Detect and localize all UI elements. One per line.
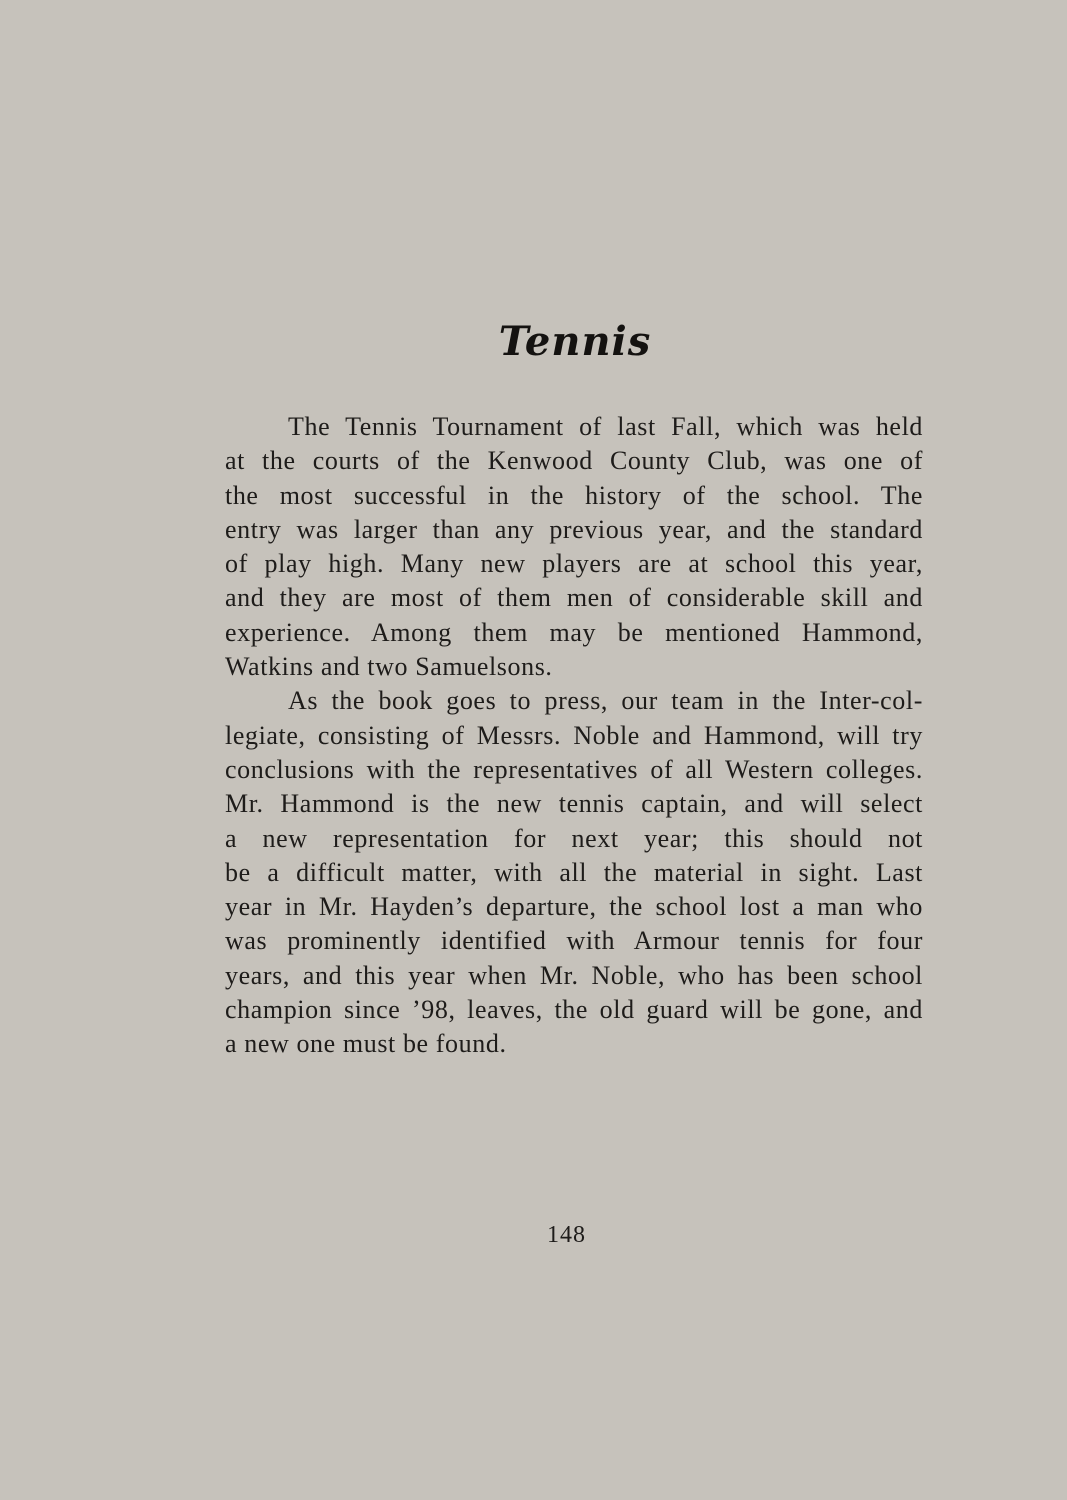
text-line: legiate, consisting of Messrs. Noble and Hammond, will try: [225, 720, 923, 750]
text-line: was prominently identified with Armour tennis for four: [225, 926, 923, 956]
page-number: 148: [547, 1222, 586, 1248]
article-body: [225, 410, 923, 1062]
text-line: the most successful in the history of the school. The: [225, 480, 923, 510]
text-line: and they are most of them men of considerable skill and: [225, 583, 923, 613]
text-line: be a difficult matter, with all the material in sight. Last: [225, 857, 923, 887]
text-line: champion since ’98, leaves, the old guard will be gone, and: [225, 995, 923, 1025]
text-line: at the courts of the Kenwood County Club, was one of: [225, 446, 923, 476]
text-line: Mr. Hammond is the new tennis captain, and will select: [225, 789, 923, 819]
text-line: As the book goes to press, our team in the Inter-col-: [288, 686, 923, 716]
text-line: Watkins and two Samuelsons.: [225, 652, 553, 682]
page-title: Tennis: [498, 318, 652, 365]
text-line: of play high. Many new players are at school this year,: [225, 549, 923, 579]
text-line: a new one must be found.: [225, 1029, 507, 1059]
text-line: a new representation for next year; this should not: [225, 823, 923, 853]
text-line: conclusions with the representatives of all Western colleges.: [225, 754, 923, 784]
text-line: years, and this year when Mr. Noble, who has been school: [225, 960, 923, 990]
text-line: The Tennis Tournament of last Fall, which was held: [288, 412, 923, 441]
text-line: experience. Among them may be mentioned Hammond,: [225, 617, 923, 647]
text-line: year in Mr. Hayden’s departure, the school lost a man who: [225, 892, 923, 922]
text-line: entry was larger than any previous year, and the standard: [225, 514, 923, 544]
